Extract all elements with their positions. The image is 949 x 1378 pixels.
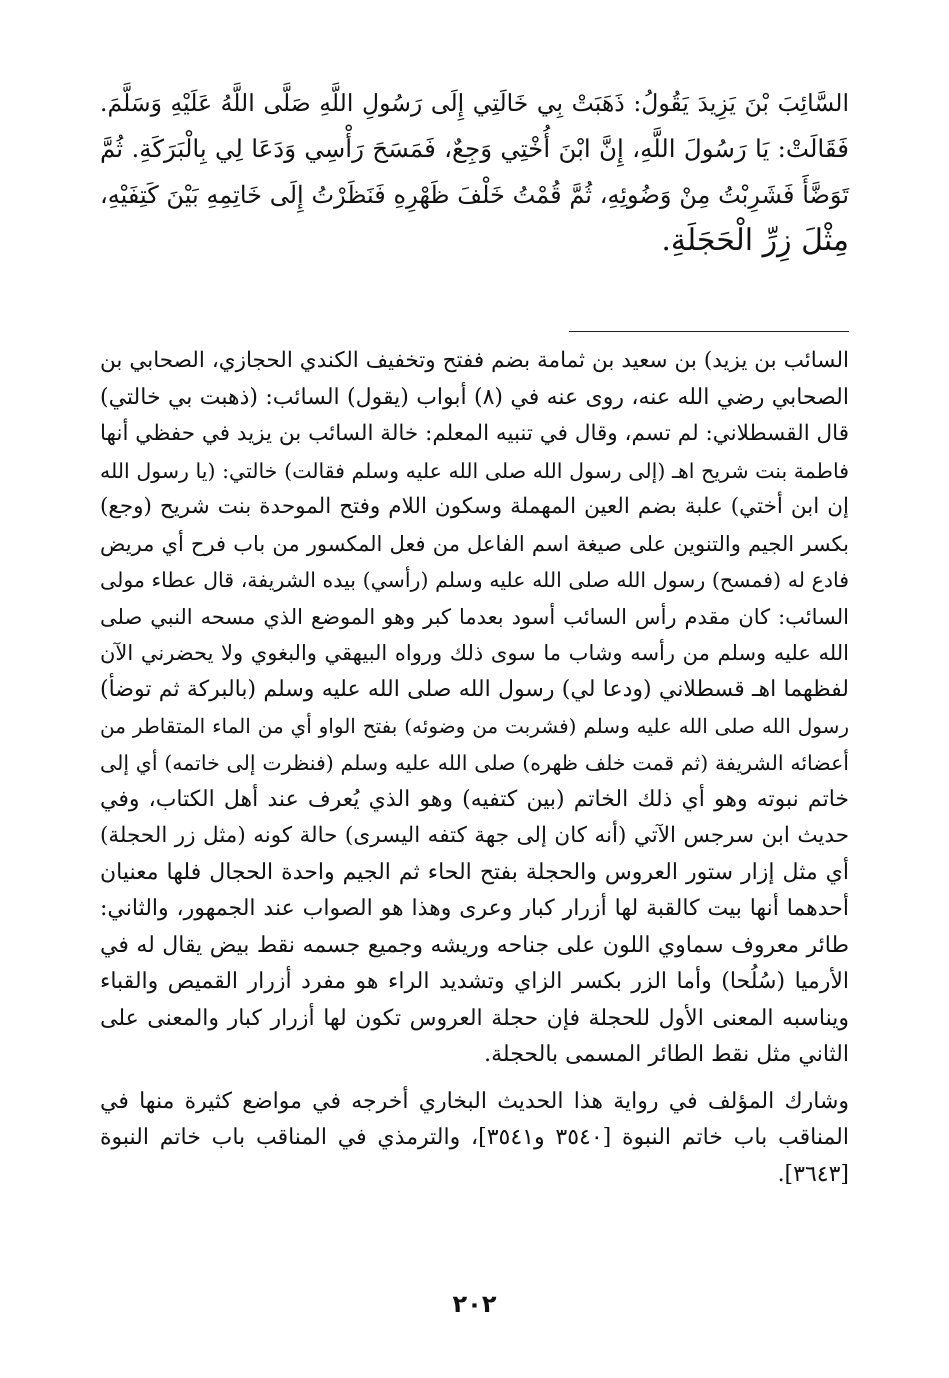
commentary-line: ويناسبه المعنى الأول للحجلة فإن حجلة العروس تكون لها أزرار كبار والمعنى على (100, 1005, 849, 1031)
footnote-separator (569, 331, 849, 332)
commentary-line: رسول الله صلى الله عليه وسلم (فشربت من وضوئه) بفتح الواو أي من الماء المتقاطر من (100, 714, 849, 739)
commentary-line: أي مثل إزار ستور العروس والحجلة بفتح الحاء ثم الجيم واحدة الحجال فلها معنيان (100, 859, 849, 885)
commentary-line: السائب بن يزيد) بن سعيد بن ثمامة بضم ففتح وتخفيف الكندي الحجازي، الصحابي بن (100, 348, 849, 373)
commentary-line: فاطمة بنت شريح اهـ (إلى رسول الله صلى الله عليه وسلم فقالت) خالتي: (يا رسول الله (100, 458, 849, 483)
commentary-line: أعضائه الشريفة (ثم قمت خلف ظهره) صلى الله عليه وسلم (فنظرت إلى خاتمه) أي إلى (100, 751, 849, 776)
hadith-line: مِثْلَ زِرِّ الْحَجَلَةِ. (661, 223, 849, 258)
commentary-line: وشارك المؤلف في رواية هذا الحديث البخاري أخرجه في مواضع كثيرة منها في (100, 1088, 849, 1114)
commentary-line: الله عليه وسلم من رأسه وشاب ما سوى ذلك ورواه البيهقي والبغوي ولا يحضرني الآن (100, 641, 849, 666)
hadith-line: فَقَالَتْ: يَا رَسُولَ اللَّهِ، إِنَّ ابْنَ أُخْتِي وَجِعٌ، فَمَسَحَ رَأْسِي وَدَعَا لِي بِالْبَرَكَةِ. ثُمَّ (100, 134, 849, 163)
commentary-line: لفظهما اهـ قسطلاني (ودعا لي) رسول الله صلى الله عليه وسلم (بالبركة ثم توضأ) (100, 676, 849, 702)
commentary-text (100, 343, 849, 1194)
commentary-line: الأرميا (سُلُحا) وأما الزر بكسر الزاي وتشديد الراء هو مفرد أزرار القميص والقباء (100, 969, 849, 995)
commentary-line: السائب: كان مقدم رأس السائب أسود بعدما كبر وهو الموضع الذي مسحه النبي صلى (100, 604, 849, 629)
commentary-line: فادع له (فمسح) رسول الله صلى الله عليه وسلم (رأسي) بيده الشريفة، قال عطاء مولى (100, 568, 849, 593)
commentary-line: حديث ابن سرجس الآتي (أنه كان إلى جهة كتفه اليسرى) حالة كونه (مثل زر الحجلة) (100, 823, 849, 849)
commentary-line: طائر معروف سماوي اللون على جناحه وريشه وجميع جسمه نقط بيض يقال له في (100, 932, 849, 958)
commentary-line: الثاني مثل نقط الطائر المسمى بالحجلة. (484, 1042, 849, 1068)
commentary-line: المناقب باب خاتم النبوة [٣٥٤٠ و٣٥٤١]، والترمذي في المناقب باب خاتم النبوة (100, 1125, 849, 1151)
commentary-line: الصحابي رضي الله عنه، روى عنه في (٨) أبواب (يقول) السائب: (ذهبت بي خالتي) (100, 384, 850, 410)
hadith-text (100, 80, 849, 264)
commentary-line: [٣٦٤٣]. (777, 1162, 849, 1188)
commentary-line: إن ابن أختي) علبة بضم العين المهملة وسكون اللام وفتح الموحدة بنت شريح (وجع) (100, 494, 849, 520)
page-number: ٢٠٢ (452, 1290, 497, 1318)
hadith-line: السَّائِبَ بْنَ يَزِيدَ يَقُولُ: ذَهَبَتْ بِي خَالَتِي إِلَى رَسُولِ اللَّهِ صَلَّى اللَّهُ عَلَيْهِ وَسَلَّمَ. (100, 89, 849, 117)
commentary-line: قال القسطلاني: لم تسم، وقال في تنبيه المعلم: خالة السائب بن يزيد في حفظي أنها (100, 421, 849, 447)
commentary-line: أحدهما أنها بيت كالقبة لها أزرار كبار وعرى وهذا هو الصواب عند الجمهور، والثاني: (100, 896, 849, 922)
hadith-line: تَوَضَّأَ فَشَرِبْتُ مِنْ وَضُوئِهِ، ثُمَّ قُمْتُ خَلْفَ ظَهْرِهِ فَنَظَرْتُ إِلَى خَاتِمِهِ بَيْنَ كَتِفَيْهِ، (100, 181, 849, 209)
commentary-closing-paragraph (100, 1084, 849, 1194)
commentary-paragraph (100, 343, 849, 1074)
commentary-line: خاتم نبوته وهو أي ذلك الخاتم (بين كتفيه) وهو الذي يُعرف عند أهل الكتاب، وفي (100, 786, 849, 812)
commentary-line: بكسر الجيم والتنوين على صيغة اسم الفاعل من فعل المكسور من باب فرح أي مريض (100, 531, 849, 556)
